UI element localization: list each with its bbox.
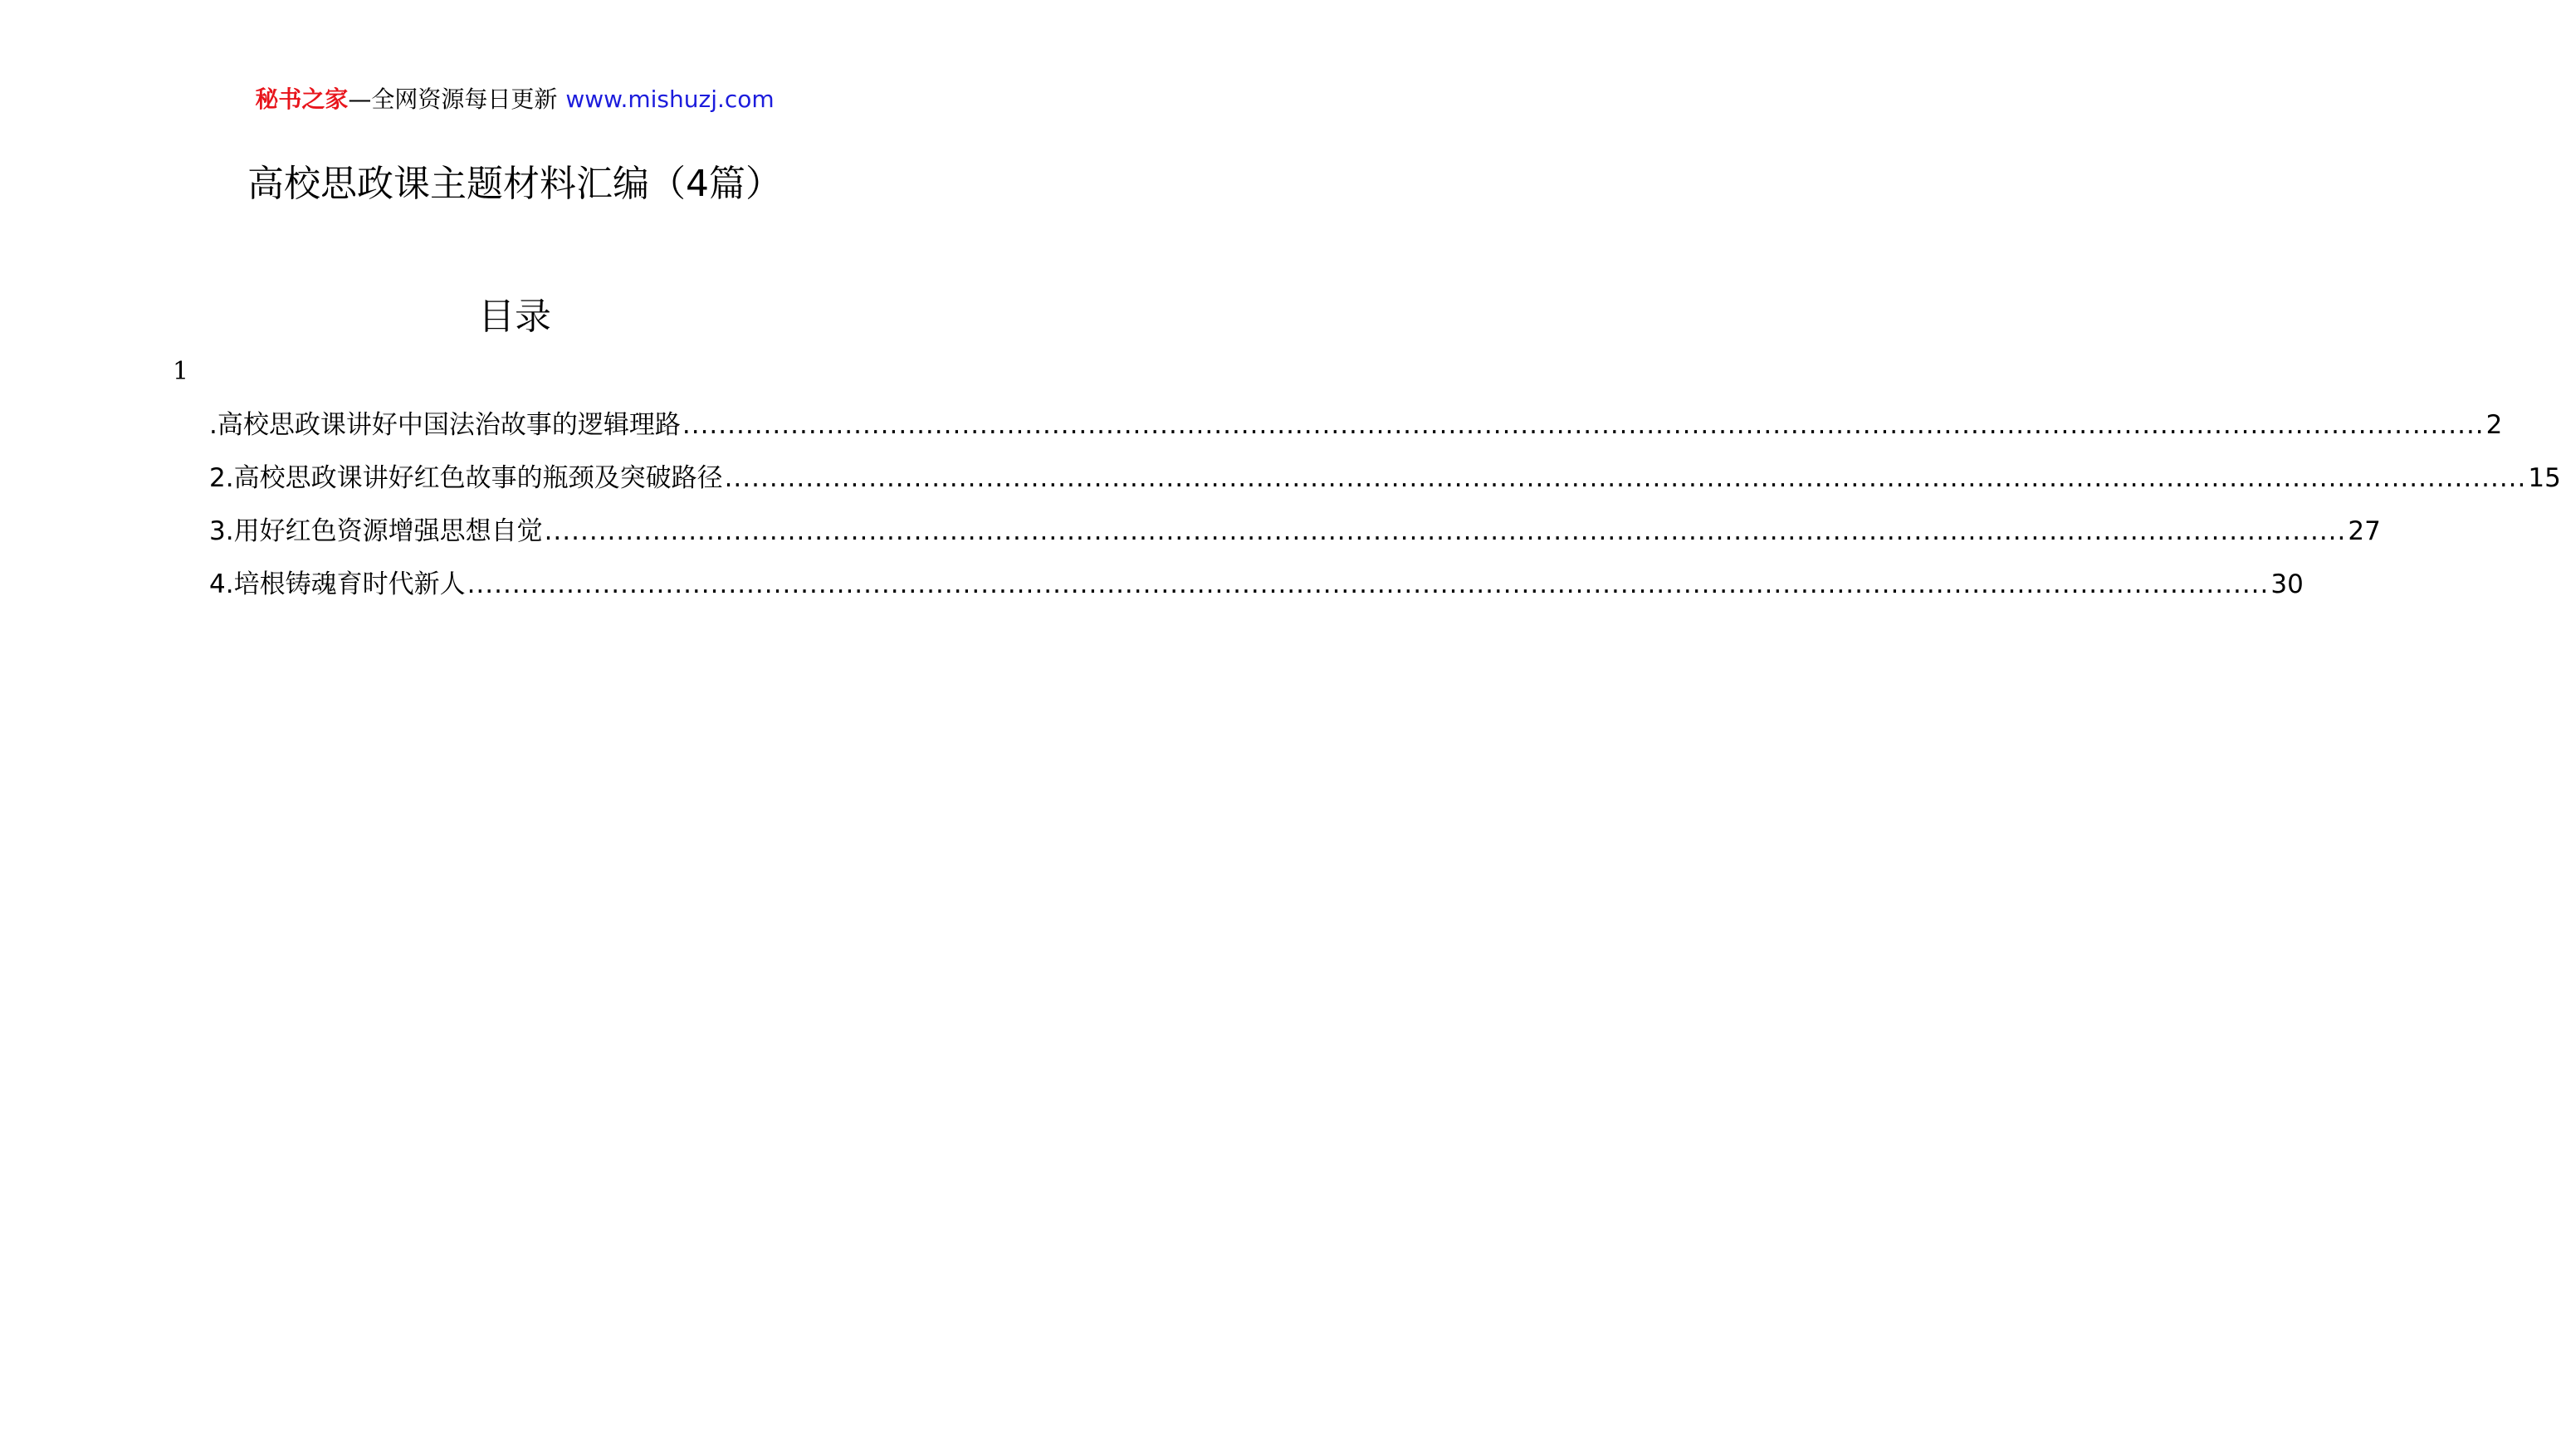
toc-entry-3[interactable] xyxy=(209,511,2381,564)
toc-leader-dots: ........................................................................................................................................................................................................ xyxy=(682,410,2485,440)
brand-name: 秘书之家 xyxy=(255,86,349,113)
toc-entry-1[interactable] xyxy=(209,405,2503,458)
toc-entry-page: 30 xyxy=(2270,569,2304,599)
document-title: 高校思政课主题材料汇编（4篇） xyxy=(247,163,782,205)
toc-leader-dots: ........................................................................................................................................................................................................ xyxy=(724,463,2527,493)
toc-entry-4[interactable] xyxy=(209,564,2304,618)
toc-entry-label: 4.培根铸魂育时代新人 xyxy=(209,569,466,599)
toc-entry-page: 27 xyxy=(2348,516,2381,546)
site-tagline: —全网资源每日更新 xyxy=(348,86,558,113)
site-header xyxy=(0,83,1029,116)
toc-entry-2[interactable] xyxy=(209,458,2561,511)
toc-heading: 目录 xyxy=(478,296,551,338)
toc-entry-page: 15 xyxy=(2528,463,2561,493)
table-of-contents xyxy=(209,405,2561,618)
site-url-link[interactable]: www.mishuzj.com xyxy=(565,86,775,113)
toc-leader-dots: ........................................................................................................................................................................................................ xyxy=(544,516,2347,546)
toc-entry-label: .高校思政课讲好中国法治故事的逻辑理路 xyxy=(209,410,681,440)
toc-entry-label: 2.高校思政课讲好红色故事的瓶颈及突破路径 xyxy=(209,463,723,493)
stray-page-number: 1 xyxy=(173,357,189,386)
toc-entry-label: 3.用好红色资源增强思想自觉 xyxy=(209,516,543,546)
toc-leader-dots: ........................................................................................................................................................................................................ xyxy=(467,569,2270,599)
toc-entry-page: 2 xyxy=(2485,410,2503,440)
